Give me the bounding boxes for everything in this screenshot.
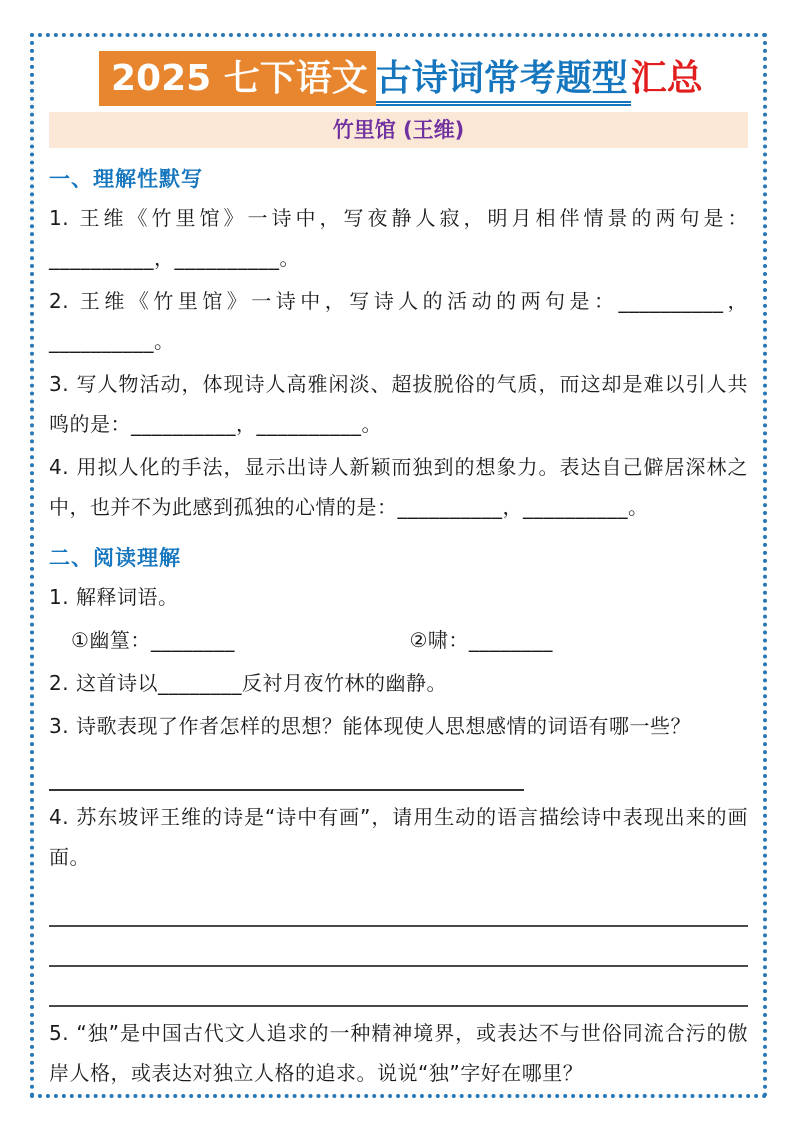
reading-question-2: 2. 这首诗以________反衬月夜竹林的幽静。 [49,670,447,695]
section-1-heading: 一、理解性默写 [49,166,203,191]
answer-line [49,927,748,967]
section-2-heading: 二、阅读理解 [49,545,181,570]
question-item-1: 1. 王维《竹里馆》一诗中，写夜静人寂，明月相伴情景的两句是：__________，__________。 [49,205,748,270]
title-topic-underlined: 古诗词常考题型 [376,58,631,106]
worksheet-content [34,37,763,1098]
reading-question-5: 5. “独”是中国古代文人追求的一种精神境界，或表达不与世俗同流合污的傲岸人格，或表达对独立人格的追求。说说“独”字好在哪里？ [49,1020,748,1085]
reading-question-4: 4. 苏东坡评王维的诗是“诗中有画”，请用生动的语言描绘诗中表现出来的画面。 [49,804,748,869]
poem-banner [49,112,748,148]
question-item-4: 4. 用拟人化的手法，显示出诗人新颖而独到的想象力。表达自己僻居深林之中，也并不为此感到孤独的心情的是：__________，__________。 [49,454,748,519]
answer-line [49,967,748,1007]
title-grade-highlight: 2025 七下语文 [99,51,376,106]
question-item-3: 3. 写人物活动，体现诗人高雅闲淡、超拔脱俗的气质，而这却是难以引人共鸣的是：__________，__________。 [49,371,748,436]
main-title [99,55,748,104]
question-item-2: 2. 王维《竹里馆》一诗中，写诗人的活动的两句是：__________，__________。 [49,288,748,353]
answer-line [49,749,524,791]
answer-lines-q5 [49,1096,748,1098]
reading-question-1: 1. 解释词语。 [49,584,179,609]
answer-line [49,1096,748,1098]
poem-title: 竹里馆 (王维) [332,117,465,142]
reading-question-3: 3. 诗歌表现了作者怎样的思想？能体现使人思想感情的词语有哪一些？ [49,713,691,738]
vocab-blank-xiao: ②啸：________ [409,627,553,652]
answer-lines-q4 [49,880,748,1007]
page-border-frame [30,33,767,1098]
answer-line [49,880,748,927]
title-suffix: 汇总 [630,58,703,99]
vocab-blank-row [49,620,748,660]
vocab-blank-youhuang: ①幽篁：________ [71,627,235,652]
